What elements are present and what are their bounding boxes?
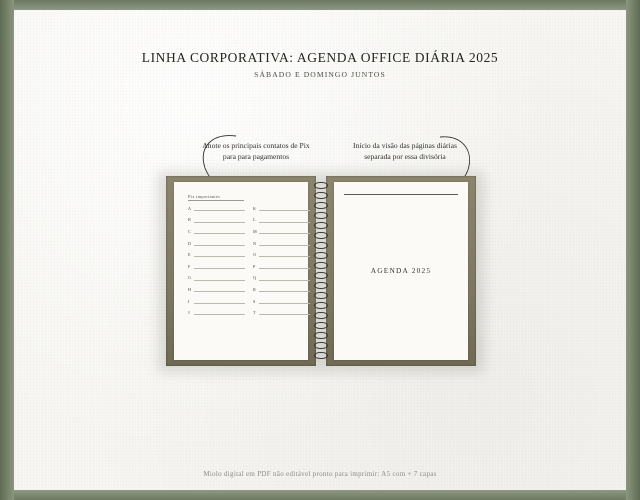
list-item: [253, 276, 310, 281]
pix-contacts-section: [188, 194, 310, 360]
entry-letter: S: [253, 298, 256, 304]
notebook-mockup: [166, 176, 476, 366]
list-item: [188, 241, 245, 246]
spiral-ring: [314, 212, 328, 219]
spiral-ring: [314, 312, 328, 319]
list-item: [253, 310, 310, 315]
spiral-ring: [314, 342, 328, 349]
entry-line: [259, 287, 310, 292]
entry-line: [259, 276, 310, 281]
spiral-ring: [314, 332, 328, 339]
spiral-ring: [314, 242, 328, 249]
spiral-ring: [314, 272, 328, 279]
spiral-ring: [314, 322, 328, 329]
spiral-ring: [314, 282, 328, 289]
list-item: [188, 252, 245, 257]
pix-column-1: [188, 206, 245, 322]
spiral-ring: [314, 262, 328, 269]
entry-letter: R: [253, 286, 256, 292]
page-title: LINHA CORPORATIVA: AGENDA OFFICE DIÁRIA 2025: [141, 50, 499, 65]
entry-line: [194, 287, 245, 292]
entry-line: [259, 218, 310, 223]
entry-letter: H: [188, 286, 192, 292]
list-item: [188, 229, 245, 234]
spiral-ring: [314, 202, 328, 209]
list-item: [253, 218, 310, 223]
spiral-ring: [314, 292, 328, 299]
entry-letter: F: [188, 263, 191, 269]
entry-letter: C: [188, 228, 191, 234]
page-subtitle: SÁBADO E DOMINGO JUNTOS: [254, 70, 386, 79]
footer-note: Miolo digital em PDF não editável pronto para imprimir: A5 com + 7 capas: [203, 470, 437, 478]
spiral-ring: [314, 232, 328, 239]
list-item: [188, 218, 245, 223]
pix-section-label: Pix importantes: [188, 194, 244, 201]
list-item: [188, 276, 245, 281]
list-item: [253, 252, 310, 257]
entry-letter: G: [188, 275, 192, 281]
entry-letter: A: [188, 205, 192, 211]
spiral-ring: [314, 302, 328, 309]
entry-line: [259, 252, 310, 257]
entry-letter: L: [253, 217, 256, 223]
spiral-ring: [314, 222, 328, 229]
notebook-page-right: [334, 182, 468, 360]
entry-letter: B: [188, 217, 191, 223]
entry-letter: O: [253, 252, 257, 258]
entry-line: [194, 310, 245, 315]
entry-line: [194, 264, 245, 269]
list-item: [253, 206, 310, 211]
entry-line: [194, 276, 245, 281]
entry-line: [194, 252, 245, 257]
list-item: [253, 229, 310, 234]
entry-line: [259, 241, 310, 246]
spiral-ring: [314, 252, 328, 259]
list-item: [188, 264, 245, 269]
entry-letter: D: [188, 240, 192, 246]
spiral-binding: [314, 176, 328, 366]
list-item: [188, 299, 245, 304]
entry-line: [194, 206, 245, 211]
list-item: [253, 287, 310, 292]
divider-rule: [344, 194, 458, 195]
list-item: [253, 264, 310, 269]
entry-letter: K: [253, 205, 257, 211]
spiral-ring: [314, 352, 328, 359]
entry-letter: E: [188, 252, 191, 258]
spiral-ring: [314, 182, 328, 189]
list-item: [253, 241, 310, 246]
entry-letter: I: [188, 298, 190, 304]
frame-edge-top: [0, 0, 640, 10]
notebook-page-left: [174, 182, 308, 360]
entry-letter: N: [253, 240, 257, 246]
header: [0, 50, 640, 79]
pix-column-2: [253, 206, 310, 322]
entry-letter: Q: [253, 275, 257, 281]
entry-line: [259, 229, 310, 234]
entry-line: [259, 206, 310, 211]
list-item: [188, 206, 245, 211]
entry-line: [259, 299, 310, 304]
annotation-right-text: Início da visão das páginas diárias separada por essa divisória: [353, 141, 457, 161]
divider-page-content: [344, 194, 458, 352]
list-item: [253, 299, 310, 304]
entry-line: [259, 310, 310, 315]
entry-letter: J: [188, 310, 190, 316]
annotation-left-text: Anote os principais contatos de Pix para para pagamentos: [202, 141, 310, 161]
list-item: [188, 310, 245, 315]
entry-line: [194, 229, 245, 234]
pix-columns: [188, 206, 310, 322]
entry-letter: T: [253, 310, 256, 316]
list-item: [188, 287, 245, 292]
spiral-ring: [314, 192, 328, 199]
entry-line: [194, 241, 245, 246]
entry-letter: P: [253, 263, 256, 269]
entry-letter: M: [253, 228, 257, 234]
entry-line: [194, 299, 245, 304]
entry-line: [194, 218, 245, 223]
entry-line: [259, 264, 310, 269]
divider-title: AGENDA 2025: [370, 266, 432, 275]
frame-edge-bottom: [0, 490, 640, 500]
